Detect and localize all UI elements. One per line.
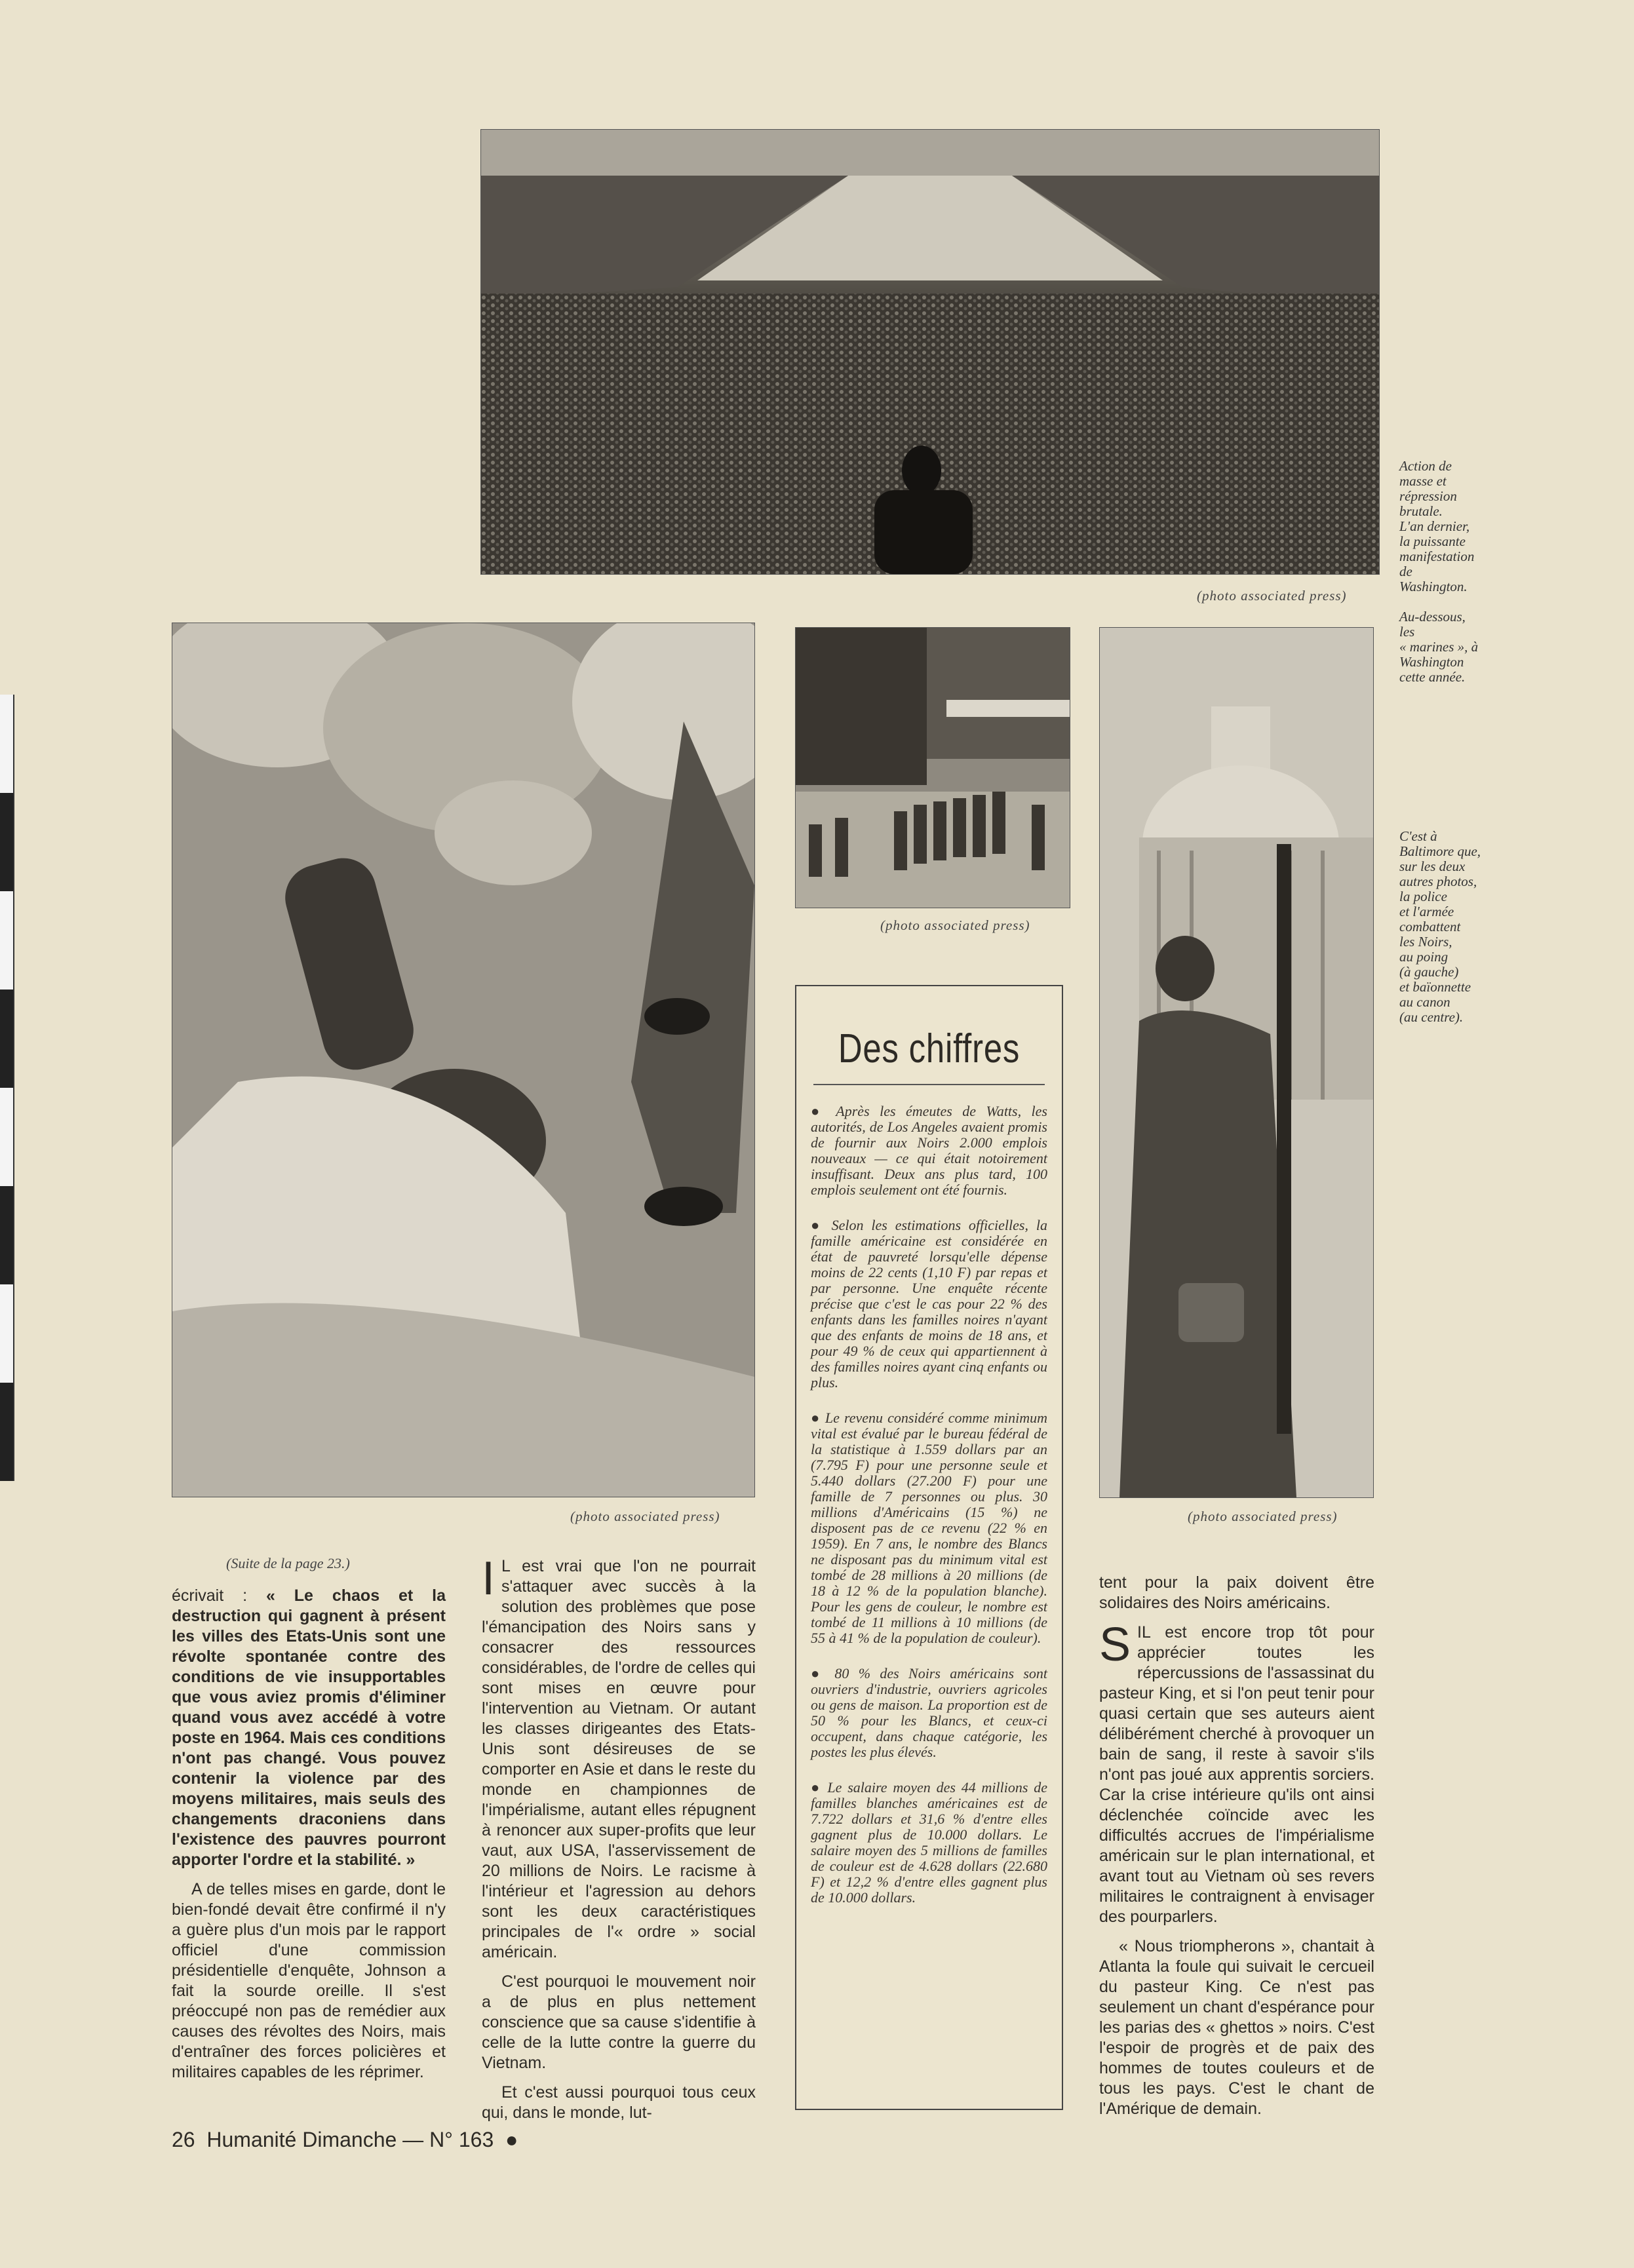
dropcap: I [482, 1552, 496, 1605]
photo-washington-crowd [480, 129, 1380, 575]
stats-paragraph: ● Le revenu considéré comme minimum vital est évalué par le bureau fédéral de la statistique à 1.559 dollars par an (7.795 F) pour une personne seule et 5.440 dollars (27.200 F) pour une famille de 7 personnes ou plus. 30 millions d'Américains (15 %) ne disposent pas de ce revenu (22 % en 1959). En 7 ans, le nombre des Blancs ne disposant pas du minimum vital est tombé de 28 millions à 20 millions (de 18 à 12 % de la population blanche). Pour les gens de couleur, le nombre est tombé de 11 millions à 10 millions (de 55 à 41 % de la population de couleur). [811, 1410, 1047, 1646]
street-illustration [796, 628, 1070, 908]
article-paragraph: « Nous triompherons », chantait à Atlanta la foule qui suivait le cercueil du pasteur King. Ce n'est pas seulement un chant d'espérance pour les parias des « ghettos » noirs. C'est l'espoir de progrès et de paix des hommes de toutes couleurs et de tous les pays. C'est le chant de l'Amérique de demain. [1099, 1937, 1374, 2118]
lead-intro: écrivait : [172, 1586, 266, 1605]
stats-paragraph: ● Le salaire moyen des 44 millions de familles blanches américaines est de 7.722 dollars et 31,6 % d'entre elles gagnent plus de 10.000 dollars. Le salaire moyen des 5 millions de familles de couleur est de 4.628 dollars (22.680 F) et 12,2 % d'entre elles gagnent plus de 10.000 dollars. [811, 1779, 1047, 1906]
article-paragraph: I L est vrai que l'on ne pourrait s'attaquer avec succès à la solution des problèmes que pose l'émancipation des Noirs sans y consacrer des ressources considérables, de l'ordre de celles qui sont mises en œuvre pour l'intervention au Vietnam. Or autant les classes dirigeantes des Etats-Unis sont désireuses de se comporter en Asie et dans le reste du monde en championnes de l'impérialisme, autant elles répugnent à renoncer aux super-profits que leur vaut, aux USA, l'asservissement de 20 millions de Noirs. Le racisme à l'intérieur et l'agression au dehors sont les deux caractéristiques principales de l'« ordre » social américain. [482, 1552, 756, 1961]
article-column-2 [482, 1552, 756, 2132]
article-paragraph [172, 1586, 446, 1870]
suite-note: (Suite de la page 23.) [226, 1555, 350, 1571]
photo-marines-street [795, 627, 1070, 908]
article-paragraph: A de telles mises en garde, dont le bien-fondé devait être confirmé il n'y a guère plus d'un mois par le rapport officiel d'une commission présidentielle d'enquête, Johnson a fait la sourde oreille. Il s'est préoccupé non pas de remédier aux causes des révoltes des Noirs, mais d'entraîner des forces policières et militaires capables de les réprimer. [172, 1880, 446, 2081]
stats-paragraph: ● 80 % des Noirs américains sont ouvriers d'industrie, ouvriers agricoles ou gens de maison. La proportion est de 50 % pour les Blancs, et ceux-ci occupent, dans chaque catégorie, les postes les plus élevés. [811, 1665, 1047, 1760]
photo-credit-police: (photo associated press) [570, 1509, 720, 1524]
stats-paragraph: ● Selon les estimations officielles, la famille américaine est considérée en état de pauvreté lorsqu'elle dépense moins de 22 cents (1,10 F) par repas et par personne. Une enquête récente précise que c'est le cas pour 22 % des enfants dans les familles noires n'ayant que des enfants de moins de 18 ans, et pour 49 % de ceux qui appartiennent à des familles noires ayant cinq enfants ou plus. [811, 1217, 1047, 1391]
photo-baltimore-police [172, 623, 755, 1497]
article-paragraph: tent pour la paix doivent être solidaires des Noirs américains. [1099, 1573, 1374, 1612]
photo-credit-soldier: (photo associated press) [1188, 1509, 1338, 1524]
article-paragraph: Et c'est aussi pourquoi tous ceux qui, dans le monde, lut- [482, 2083, 756, 2122]
photo-credit-street: (photo associated press) [880, 917, 1030, 933]
page-footer: 26 Humanité Dimanche — N° 163 ● [172, 2128, 518, 2151]
dropcap: S [1099, 1619, 1131, 1671]
stats-box-title: Des chiffres [838, 1026, 1021, 1071]
photo-credit-crowd: (photo associated press) [1197, 588, 1347, 604]
caption-washington: Action de masse et répression brutale. L'an dernier, la puissante manifestation de Washington. Au-dessous, les « marines », à Washington cette année. [1399, 458, 1479, 685]
article-paragraph: SIL est encore trop tôt pour apprécier toutes les répercussions de l'assassinat du pasteur King, et si l'on peut tenir pour quasi certain que ses auteurs aient délibérément cherché à provoquer un bain de sang, il reste à savoir s'ils n'ont pas joué aux apprentis sorciers. Car la crise intérieure qu'ils ont ainsi déclenchée coïncide avec les difficultés accrues de l'impérialisme américain sur le plan international, et avant tout au Vietnam où ses revers militaires le contraignent à envisager des pourparlers. [1099, 1619, 1374, 1926]
scan-ruler [0, 695, 14, 1481]
caption-baltimore: C'est à Baltimore que, sur les deux autres photos, la police et l'armée combattent les Noirs, au poing (à gauche) et baïonnette au canon (au centre). [1399, 828, 1481, 1025]
article-paragraph: C'est pourquoi le mouvement noir a de plus en plus nettement conscience que sa cause s'identifie à celle de la lutte contre la guerre du Vietnam. [482, 1972, 756, 2072]
stats-paragraph: ● Après les émeutes de Watts, les autorités, de Los Angeles avaient promis de fournir aux Noirs 2.000 emplois nouveaux — ce qui était notoirement insuffisant. Deux ans plus tard, 100 emplois seulement ont été fournis. [811, 1103, 1047, 1198]
article-column-4 [1099, 1573, 1374, 2128]
stats-box [795, 985, 1063, 2110]
crowd-illustration [481, 130, 1379, 574]
lead-quote: « Le chaos et la destruction qui gagnent à présent les villes des Etats-Unis sont une révolte spontanée contre des conditions de vie insupportables que vous aviez promis d'éliminer quand vous avez accédé à votre poste en 1964. Mais ces conditions n'ont pas changé. Vous pouvez contenir la violence par des moyens militaires, mais seuls des changements draconiens dans l'existence des pauvres pourront apporter l'ordre et la stabilité. » [172, 1586, 446, 1869]
soldier-illustration [1100, 628, 1373, 1497]
photo-soldier-capitol [1099, 627, 1374, 1498]
police-illustration [172, 623, 754, 1497]
stats-box-divider [813, 1084, 1045, 1085]
article-column-1 [172, 1586, 446, 2092]
